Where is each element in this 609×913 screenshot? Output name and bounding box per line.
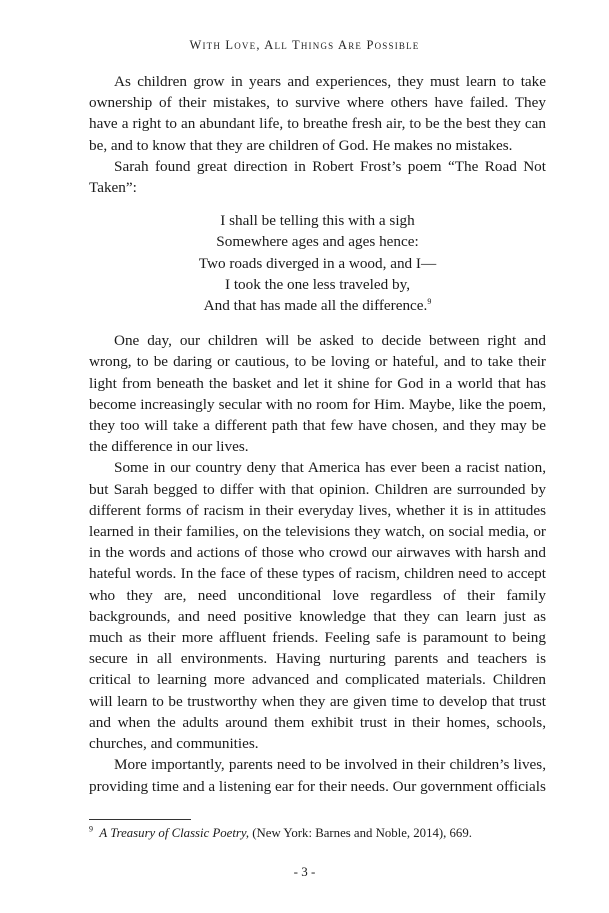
page-number: - 3 -: [293, 864, 316, 879]
footnote-marker: 9: [89, 824, 93, 834]
paragraph: As children grow in years and experiences, they must learn to take ownership of their mistakes, to survive where others have failed. They have a right to an abundant life, to breathe fresh air, to be the best they can be, and to know that they are children of God. He makes no mistakes.: [89, 73, 546, 154]
footnote: [89, 825, 549, 841]
paragraph: One day, our children will be asked to decide between right and wrong, to be daring or cautious, to be loving or hateful, and to take their light from beneath the basket and let it shine for God in a world that has become increasingly secular with no room for Him. Maybe, like the poem, they too will take a different path that few have chosen, and they may be the difference in our lives.: [89, 332, 546, 456]
footnote-divider: [89, 819, 191, 820]
poem-line: Somewhere ages and ages hence:: [216, 233, 419, 251]
footnote-reference: 9: [427, 296, 432, 306]
poem-block: [89, 210, 546, 316]
paragraph: Some in our country deny that America has ever been a racist nation, but Sarah begged to differ with that opinion. Children are surrounded by different forms of racism in their everyday lives, whether it is in attitudes learned in their families, on the televisions they watch, on social media, or in the words and actions of those who crowd our airwaves with harsh and hateful words. In the face of these types of racism, children need to accept who they are, need unconditional love regardless of their family backgrounds, and need positive knowledge that they can learn just as much as their more affluent friends. Feeling safe is paramount to being secure in all environments. Having nurturing parents and teachers is critical to learning more advanced and complicated materials. Children will learn to be trustworthy when they are given time to develop that trust and when the adults around them exhibit trust in their homes, schools, churches, and communities.: [89, 459, 546, 753]
footnote-source-details: (New York: Barnes and Noble, 2014), 669.: [249, 826, 472, 840]
running-head-title: With Love, All Things Are Possible: [189, 38, 420, 52]
poem-line: I took the one less traveled by,: [224, 275, 410, 293]
paragraph: Sarah found great direction in Robert Frost’s poem “The Road Not Taken”:: [89, 157, 546, 197]
paragraph: More importantly, parents need to be involved in their children’s lives, providing time and a listening ear for their needs. Our government officials: [89, 756, 546, 795]
body-text: [89, 71, 546, 797]
poem-line-text: And that has made all the difference.: [203, 297, 428, 315]
footnote-source-title: A Treasury of Classic Poetry,: [99, 826, 250, 840]
poem-line-last: [89, 295, 546, 316]
poem-line: I shall be telling this with a sigh: [220, 212, 415, 230]
poem-line: Two roads diverged in a wood, and I—: [198, 254, 437, 272]
